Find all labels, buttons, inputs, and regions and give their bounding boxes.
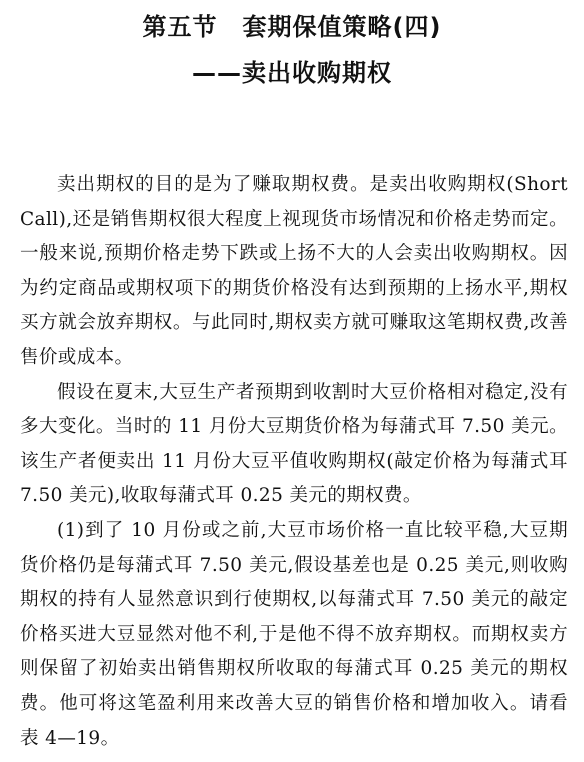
section-subtitle: ——卖出收购期权	[192, 59, 392, 87]
paragraph-3: (1)到了 10 月份或之前,大豆市场价格一直比较平稳,大豆期货价格仍是每蒲式耳 7.50 美元,假设基差也是 0.25 美元,则收购期权的持有人显然意识到行使期权,以每蒲式耳 7.50 美元的敲定价格买进大豆显然对他不利,于是他不得不放弃期权。而期权卖方则保留了初始卖出销售期权所收取的每蒲式耳 0.25 美元的期权费。他可将这笔盈利用来改善大豆的销售价格和增加收入。请看表 4—19。	[20, 519, 568, 749]
body-text	[20, 168, 568, 756]
section-title: 第五节 套期保值策略(四)	[142, 13, 442, 41]
paragraph-2: 假设在夏末,大豆生产者预期到收割时大豆价格相对稳定,没有多大变化。当时的 11 月份大豆期货价格为每蒲式耳 7.50 美元。该生产者便卖出 11 月份大豆平值收购期权(敲定价格为每蒲式耳 7.50 美元),收取每蒲式耳 0.25 美元的期权费。	[20, 381, 568, 507]
paragraph-1: 卖出期权的目的是为了赚取期权费。是卖出收购期权(Short Call),还是销售期权很大程度上视现货市场情况和价格走势而定。一般来说,预期价格走势下跌或上扬不大的人会卖出收购期权。因为约定商品或期权项下的期货价格没有达到预期的上扬水平,期权买方就会放弃期权。与此同时,期权卖方就可赚取这笔期权费,改善售价或成本。	[20, 174, 568, 368]
